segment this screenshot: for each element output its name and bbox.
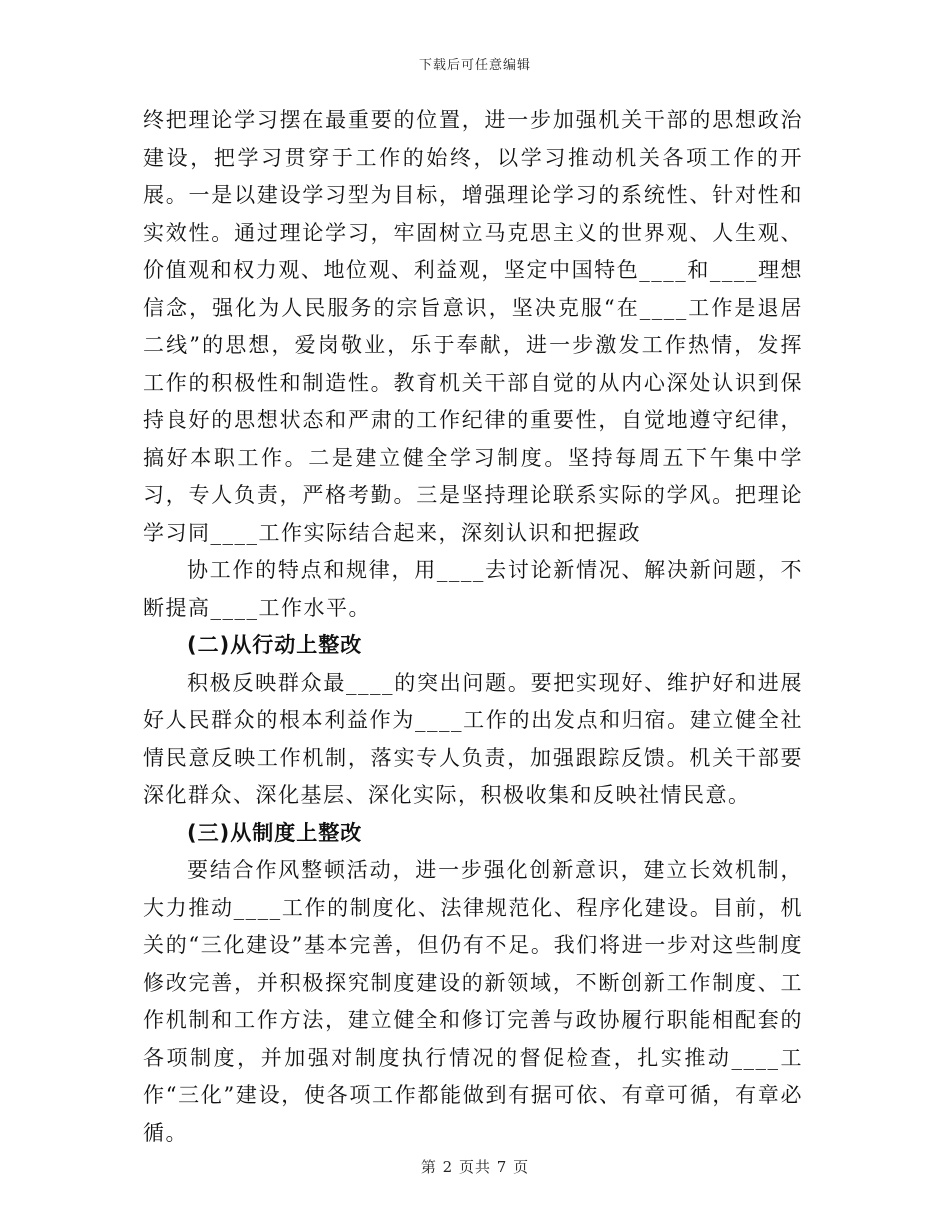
paragraph-study: 终把理论学习摆在最重要的位置，进一步加强机关干部的思想政治建设，把学习贯穿于工作的始终，以学习推动机关各项工作的开展。一是以建设学习型为目标，增强理论学习的系统性、针对性和实效性。通过理论学习，牢固树立马克思主义的世界观、人生观、价值观和权力观、地位观、利益观，坚定中国特色____和____理想信念，强化为人民服务的宗旨意识，坚决克服“在____工作是退居二线”的思想，爱岗敬业，乐于奉献，进一步激发工作热情，发挥工作的积极性和制造性。教育机关干部自觉的从内心深处认识到保持良好的思想状态和严肃的工作纪律的重要性，自觉地遵守纪律，搞好本职工作。二是建立健全学习制度。坚持每周五下午集中学习，专人负责，严格考勤。三是坚持理论联系实际的学风。把理论学习同____工作实际结合起来，深刻认识和把握政 bbox=[143, 108, 803, 545]
page-footer: 第 2 页共 7 页 bbox=[420, 1158, 530, 1176]
page-header: 下载后可任意编辑 bbox=[418, 58, 531, 73]
document-body bbox=[143, 102, 803, 1152]
section-heading-action: (二)从行动上整改 bbox=[187, 633, 363, 657]
paragraph-system: 要结合作风整顿活动，进一步强化创新意识，建立长效机制，大力推动____工作的制度化、法律规范化、程序化建设。目前，机关的“三化建设”基本完善，但仍有不足。我们将进一步对这些制度修改完善，并积极探究制度建设的新领域，不断创新工作制度、工作机制和工作方法，建立健全和修订完善与政协履行职能相配套的各项制度，并加强对制度执行情况的督促检查，扎实推动____工作“三化”建设，使各项工作都能做到有据可依、有章可循，有章必循。 bbox=[143, 858, 803, 1145]
section-heading-system: (三)从制度上整改 bbox=[187, 820, 363, 845]
paragraph-study-continued: 协工作的特点和规律，用____去讨论新情况、解决新问题，不断提高____工作水平。 bbox=[143, 558, 803, 620]
paragraph-action: 积极反映群众最____的突出问题。要把实现好、维护好和进展好人民群众的根本利益作为____工作的出发点和归宿。建立健全社情民意反映工作机制，落实专人负责，加强跟踪反馈。机关干部要深化群众、深化基层、深化实际，积极收集和反映社情民意。 bbox=[143, 670, 803, 807]
